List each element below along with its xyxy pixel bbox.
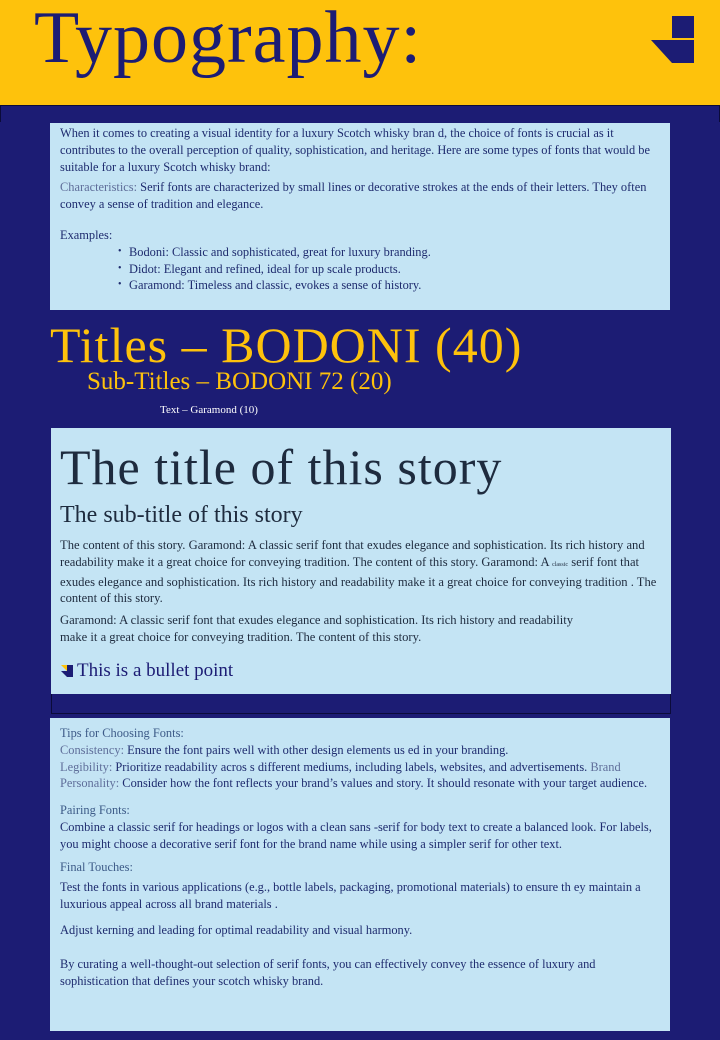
pairing-text: Combine a classic serif for headings or logos with a clean sans -serif for body text to create a balanced look. For labels, you might choose a decorative serif font for the brand name while using a simpler serif for other text. <box>60 819 652 851</box>
sample-panel-border <box>51 694 671 714</box>
closing-text: By curating a well-thought-out selection of serif fonts, you can effectively convey the essence of luxury and sophistication that defines your scotch whisky brand. <box>60 956 596 988</box>
header-banner <box>0 0 720 105</box>
story-body-2: Garamond: A classic serif font that exudes elegance and sophistication. Its rich history and readability make it a great choice for conveying tradition. The content of this story. <box>60 613 574 644</box>
text-spec: Text – Garamond (10) <box>160 404 258 416</box>
personality-text: Consider how the font reflects your brand’s values and story. It should resonate with your target audience. <box>119 776 648 791</box>
sample-panel <box>51 428 671 694</box>
pairing-label: Pairing Fonts: <box>60 803 130 818</box>
story-body-part: The content of this story. Garamond: A classic serif font that exudes elegance and sophistication. Its rich history and readability make it a great choice for conveying tradition. The content of this story. Garamond: A <box>60 538 645 569</box>
final-text-2: Adjust kerning and leading for optimal readability and visual harmony. <box>60 922 413 937</box>
brand-mark-bullet-icon <box>60 664 74 678</box>
titles-spec: Titles – BODONI (40) <box>50 317 523 373</box>
intro-panel <box>50 123 670 310</box>
bullet-text: This is a bullet point <box>77 659 234 681</box>
bullet-point <box>60 660 662 682</box>
page-title: Typography: <box>34 0 423 79</box>
story-body-tiny: classic <box>552 561 569 568</box>
consistency-line <box>60 742 660 759</box>
story-title: The title of this story <box>60 439 503 495</box>
legibility-line <box>60 759 660 793</box>
examples-label: Examples: <box>60 227 113 242</box>
final-text-1: Test the fonts in various applications (e.g., bottle labels, packaging, promotional materials) to ensure th ey maintain a luxurious appeal across all brand materials . <box>60 880 641 912</box>
characteristics-text: Serif fonts are characterized by small lines or decorative strokes at the ends of their letters. They often convey a sense of tradition and elegance. <box>60 180 647 212</box>
legibility-text: Prioritize readability acros s different mediums, including labels, websites, and advertisements. <box>112 759 591 774</box>
characteristics-line <box>60 179 660 213</box>
list-item: • Didot: Elegant and refined, ideal for up scale products. <box>118 261 660 278</box>
final-label: Final Touches: <box>60 859 133 874</box>
header-divider <box>0 105 720 122</box>
subtitles-spec: Sub-Titles – BODONI 72 (20) <box>87 368 392 395</box>
list-item: • Garamond: Timeless and classic, evokes a sense of history. <box>118 277 660 294</box>
story-subtitle: The sub-title of this story <box>60 502 303 528</box>
story-body <box>60 537 662 607</box>
characteristics-label: Characteristics: <box>60 180 138 195</box>
personality-label: Brand Personality: <box>60 759 621 791</box>
brand-mark-icon <box>650 16 694 66</box>
consistency-label: Consistency: <box>60 742 125 757</box>
legibility-label: Legibility: <box>60 759 113 774</box>
intro-paragraph: When it comes to creating a visual identity for a luxury Scotch whisky bran d, the choice of fonts is crucial as it contributes to the overall perception of quality, sophistication, and heritage. Here are some types of fonts that would be suitable for a luxury Scotch whisky brand: <box>60 126 650 174</box>
tips-heading: Tips for Choosing Fonts: <box>60 726 184 740</box>
consistency-text: Ensure the font pairs well with other design elements us ed in your branding. <box>124 742 509 757</box>
examples-list <box>60 244 660 294</box>
story-body-part: serif font that exudes elegance and sophistication. Its rich history and readability make it a great choice for conveying tradition . The content of this story. <box>60 554 657 606</box>
list-item: • Bodoni: Classic and sophisticated, great for luxury branding. <box>118 244 660 261</box>
tips-panel <box>50 718 670 1031</box>
